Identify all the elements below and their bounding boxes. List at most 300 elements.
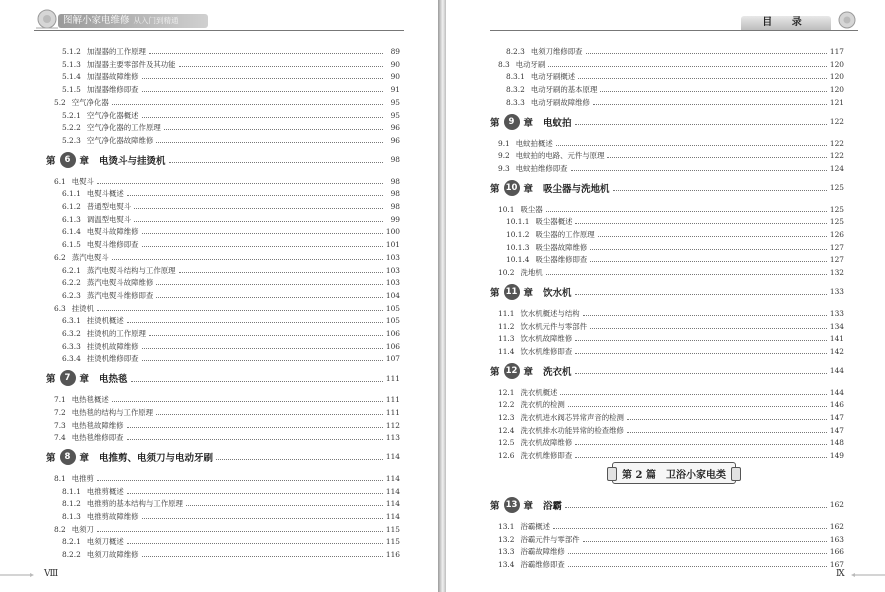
toc-section-entry[interactable] [54, 251, 400, 264]
entry-number: 6.3.1 [62, 316, 81, 326]
chapter-number-badge: 11 [504, 284, 520, 300]
leader-dots [127, 195, 383, 196]
toc-section-entry[interactable] [54, 419, 400, 432]
page-number: 106 [385, 329, 400, 338]
entry-title: 电蚊拍的电路、元件与原理 [515, 151, 605, 161]
page-number: 120 [829, 85, 844, 95]
toc-section-entry[interactable] [54, 175, 400, 188]
entry-number: 6.2.2 [62, 278, 81, 288]
chapter-number-badge: 12 [504, 363, 520, 379]
page-number: 125 [829, 183, 844, 193]
chapter-suffix: 章 [79, 374, 90, 386]
leader-dots [142, 518, 383, 519]
toc-subsection-entry[interactable] [62, 327, 400, 340]
page-number: 132 [829, 268, 844, 278]
toc-subsection-entry[interactable] [62, 83, 400, 96]
toc-section-entry[interactable] [498, 411, 844, 424]
page-number: 95 [390, 97, 400, 107]
leader-dots [590, 328, 827, 329]
entry-number: 5.1.2 [62, 47, 81, 56]
entry-number: 6.3.4 [62, 354, 81, 364]
entry-title: 吸尘器 [520, 204, 543, 214]
book-title: 图解小家电维修 [63, 15, 130, 26]
toc-subsection-entry[interactable] [62, 535, 400, 548]
leader-dots [565, 507, 827, 508]
leader-dots [578, 78, 827, 79]
chapter-title: 电热毯 [99, 374, 128, 386]
entry-number: 12.3 [498, 413, 515, 422]
entry-number: 9.2 [498, 151, 510, 161]
entry-number: 8.1.2 [62, 499, 81, 509]
entry-number: 10.1.2 [506, 230, 530, 239]
leader-dots [97, 310, 383, 311]
toc-subsection-entry[interactable] [62, 109, 400, 122]
entry-title: 电须刀故障维修 [86, 550, 139, 560]
toc-subsection-entry[interactable] [62, 497, 400, 510]
toc-subsection-entry[interactable] [506, 253, 844, 266]
entry-title: 电推剪概述 [86, 486, 124, 496]
toc-chapter-heading[interactable] [490, 113, 844, 131]
toc-subsection-entry[interactable] [506, 45, 844, 58]
leader-dots [568, 406, 827, 407]
entry-title: 挂烫机概述 [86, 316, 124, 326]
page-number: 95 [390, 110, 400, 120]
chapter-suffix: 章 [79, 155, 90, 167]
right-page [446, 0, 885, 592]
page-number: 98 [390, 202, 400, 211]
leader-dots [586, 53, 827, 54]
toc-subsection-entry[interactable] [506, 70, 844, 83]
page-number: 96 [390, 123, 400, 133]
entry-title: 浴霸概述 [520, 521, 551, 531]
toc-subsection-entry[interactable] [62, 485, 400, 498]
leader-dots [556, 145, 827, 146]
toc-subsection-entry[interactable] [62, 289, 400, 302]
toc-subsection-entry[interactable] [62, 340, 400, 353]
leader-dots [149, 335, 383, 336]
leader-dots [169, 162, 383, 163]
toc-section-entry[interactable] [498, 58, 844, 71]
footer-arrow-icon [0, 573, 34, 577]
entry-title: 挂烫机 [71, 303, 94, 313]
entry-title: 电蚊拍概述 [515, 138, 553, 148]
leader-dots [112, 401, 383, 402]
page-number: 117 [829, 47, 844, 56]
page-number: 167 [829, 559, 844, 569]
toc-subsection-entry[interactable] [506, 241, 844, 254]
page-number: 122 [829, 117, 844, 126]
toc-section-entry[interactable] [498, 203, 844, 216]
part-heading: 第 2 篇 卫浴小家电类 [612, 462, 736, 484]
page-number: 106 [385, 341, 400, 351]
toc-chapter-heading[interactable] [490, 362, 844, 380]
entry-title: 洗衣机排水功能异常的检查维修 [520, 425, 624, 435]
leader-dots [575, 444, 827, 445]
toc-section-entry[interactable] [498, 398, 844, 411]
toc-subsection-entry[interactable] [62, 238, 400, 251]
toc-subsection-entry[interactable] [506, 83, 844, 96]
entry-number: 5.2.3 [62, 135, 81, 145]
leader-dots [575, 353, 827, 354]
leader-dots [142, 556, 383, 557]
entry-number: 13.4 [498, 559, 515, 569]
toc-subsection-entry[interactable] [62, 70, 400, 83]
toc-subsection-entry[interactable] [62, 121, 400, 134]
page-number: 116 [385, 550, 400, 560]
entry-number: 10.2 [498, 268, 515, 278]
page-number: 124 [829, 163, 844, 173]
leader-dots [560, 394, 826, 395]
entry-title: 吸尘器维修即查 [535, 255, 588, 265]
page-number: 115 [385, 524, 400, 534]
entry-title: 加湿器维修即查 [86, 85, 139, 95]
entry-title: 洗衣机进水阀芯异常声音的检测 [520, 413, 624, 422]
leader-dots [149, 53, 383, 54]
toc-section-entry[interactable] [498, 266, 844, 279]
chapter-prefix: 第 [490, 183, 500, 195]
toc-section-entry[interactable] [498, 424, 844, 437]
toc-section-entry[interactable] [498, 558, 844, 571]
chapter-number-badge: 10 [504, 180, 520, 196]
toc-section-entry[interactable] [54, 472, 400, 485]
toc-section-entry[interactable] [498, 533, 844, 546]
page-number: 103 [385, 265, 400, 275]
toc-section-entry[interactable] [54, 393, 400, 406]
toc-subsection-entry[interactable] [62, 264, 400, 277]
page-number: 98 [390, 189, 400, 199]
toc-chapter-heading[interactable] [46, 151, 400, 169]
page-number: 103 [385, 252, 400, 262]
entry-number: 10.1.1 [506, 217, 530, 227]
entry-number: 5.1.4 [62, 72, 81, 82]
chapter-suffix: 章 [523, 183, 534, 195]
toc-section-entry[interactable] [498, 137, 844, 150]
leader-dots [142, 91, 383, 92]
leader-dots [575, 223, 826, 224]
page-number: 114 [385, 452, 400, 462]
page-number: 127 [829, 242, 844, 252]
entry-title: 电熨斗概述 [86, 189, 124, 199]
toc-subsection-entry[interactable] [506, 228, 844, 241]
leader-dots [216, 459, 383, 460]
leader-dots [546, 274, 827, 275]
page-number: 105 [385, 303, 400, 313]
toc-section-entry[interactable] [498, 149, 844, 162]
leader-dots [583, 541, 827, 542]
toc-section-entry[interactable] [498, 320, 844, 333]
entry-title: 挂烫机故障维修 [86, 341, 139, 351]
chapter-suffix: 章 [523, 287, 534, 299]
toc-section-entry[interactable] [498, 332, 844, 345]
entry-number: 10.1.4 [506, 255, 530, 265]
entry-number: 7.2 [54, 407, 66, 417]
page-number: 111 [385, 395, 400, 405]
entry-number: 11.4 [498, 346, 515, 356]
chapter-suffix: 章 [523, 366, 534, 378]
entry-number: 8.2.1 [62, 537, 81, 547]
entry-title: 吸尘器概述 [535, 217, 573, 227]
chapter-number-badge: 13 [504, 497, 520, 513]
entry-number: 8.3.1 [506, 72, 525, 82]
page-number: 148 [829, 438, 844, 448]
leader-dots [156, 142, 383, 143]
leader-dots [575, 124, 827, 125]
entry-title: 电熨斗 [71, 176, 94, 186]
page-number: 142 [829, 346, 844, 356]
page-number: 105 [385, 316, 400, 326]
leader-dots [142, 117, 383, 118]
toc-section-entry[interactable] [498, 162, 844, 175]
page-number: 96 [390, 135, 400, 145]
leader-dots [112, 259, 383, 260]
entry-title: 电须刀维修即查 [530, 47, 583, 56]
entry-number: 8.1 [54, 473, 66, 483]
entry-number: 12.1 [498, 387, 515, 397]
toc-subsection-entry[interactable] [62, 314, 400, 327]
entry-title: 洗衣机故障维修 [520, 438, 573, 448]
leader-dots [590, 249, 827, 250]
page-number: 134 [829, 321, 844, 331]
leader-dots [134, 221, 383, 222]
page-number: 111 [385, 373, 400, 383]
toc-chapter-heading[interactable] [46, 369, 400, 387]
toc-section-entry[interactable] [498, 520, 844, 533]
page-number: 122 [829, 151, 844, 161]
page-number: 98 [390, 155, 400, 165]
leader-dots [568, 553, 827, 554]
entry-number: 8.1.1 [62, 486, 81, 496]
leader-dots [156, 284, 383, 285]
entry-title: 电热毯概述 [71, 395, 109, 405]
toc-chapter-heading[interactable] [490, 283, 844, 301]
leader-dots [142, 78, 383, 79]
entry-title: 挂烫机维修即查 [86, 354, 139, 364]
entry-title: 电热毯的结构与工作原理 [71, 407, 154, 417]
entry-title: 浴霸维修即查 [520, 559, 565, 569]
entry-title: 洗衣机的检测 [520, 400, 565, 410]
leader-dots [134, 208, 383, 209]
toc-subsection-entry[interactable] [62, 187, 400, 200]
entry-title: 空气净化器故障维修 [86, 135, 154, 145]
leader-dots [127, 322, 383, 323]
entry-number: 5.2 [54, 97, 66, 107]
entry-title: 蒸汽电熨斗故障维修 [86, 278, 154, 288]
chapter-suffix: 章 [523, 500, 534, 512]
page-number: 100 [385, 227, 400, 237]
page-number: 89 [390, 47, 400, 56]
entry-number: 6.2 [54, 252, 66, 262]
leader-dots [127, 493, 383, 494]
entry-number: 6.1.4 [62, 227, 81, 237]
left-page [0, 0, 438, 592]
chapter-title: 浴霸 [543, 500, 563, 512]
book-title-banner [58, 14, 208, 28]
entry-number: 7.3 [54, 420, 66, 430]
toc-subsection-entry[interactable] [62, 45, 400, 58]
page-number: 162 [829, 500, 844, 510]
right-page-number: Ⅸ [836, 569, 845, 579]
toc-chapter-heading[interactable] [46, 448, 400, 466]
entry-title: 洗衣机概述 [520, 387, 558, 397]
page-number: 141 [829, 334, 844, 344]
page-number: 147 [829, 413, 844, 422]
page-number: 104 [385, 290, 400, 300]
toc-subsection-entry[interactable] [62, 548, 400, 561]
page-number: 115 [385, 537, 400, 547]
page-number: 162 [829, 521, 844, 531]
page-number: 163 [829, 534, 844, 544]
toc-chapter-heading[interactable] [490, 496, 844, 514]
entry-number: 12.2 [498, 400, 515, 410]
toc-subsection-entry[interactable] [506, 215, 844, 228]
chapter-prefix: 第 [490, 287, 500, 299]
book-subtitle: 从入门到精通 [133, 16, 179, 25]
leader-dots [142, 348, 383, 349]
chapter-prefix: 第 [46, 374, 56, 386]
left-page-number: Ⅷ [44, 569, 59, 579]
toc-chapter-heading[interactable] [490, 179, 844, 197]
entry-number: 6.1.3 [62, 214, 81, 224]
leader-dots [548, 66, 827, 67]
leader-dots [127, 543, 383, 544]
page-number: 114 [385, 486, 400, 496]
entry-title: 浴霸元件与零部件 [520, 534, 580, 544]
page-number: 98 [390, 176, 400, 186]
entry-title: 蒸汽电熨斗 [71, 252, 109, 262]
leader-dots [179, 66, 383, 67]
entry-title: 电动牙刷故障维修 [530, 97, 590, 107]
chapter-title: 吸尘器与洗地机 [543, 183, 610, 195]
leader-dots [127, 427, 383, 428]
page-number: 99 [390, 214, 400, 224]
entry-title: 浴霸故障维修 [520, 547, 565, 557]
entry-number: 6.1.5 [62, 240, 81, 250]
toc-section-entry[interactable] [498, 386, 844, 399]
toc-subsection-entry[interactable] [506, 96, 844, 109]
page-number: 112 [385, 420, 400, 430]
entry-number: 5.2.1 [62, 110, 81, 120]
leader-dots [97, 480, 383, 481]
entry-number: 8.3.3 [506, 97, 525, 107]
leader-dots [553, 528, 827, 529]
entry-number: 8.2 [54, 524, 66, 534]
entry-title: 电热毯故障维修 [71, 420, 124, 430]
entry-number: 10.1 [498, 204, 515, 214]
entry-title: 蒸汽电熨斗维修即查 [86, 290, 154, 300]
toc-subsection-entry[interactable] [62, 352, 400, 365]
entry-title: 洗地机 [520, 268, 543, 278]
contents-header-tab: 目 录 [741, 16, 831, 30]
entry-number: 6.2.3 [62, 290, 81, 300]
leader-dots [97, 531, 383, 532]
chapter-prefix: 第 [46, 155, 56, 167]
leader-dots [186, 505, 383, 506]
page-number: 91 [390, 85, 400, 95]
entry-title: 电动牙刷 [515, 59, 546, 69]
leader-dots [112, 104, 383, 105]
entry-title: 普通型电熨斗 [86, 202, 132, 211]
right-running-header [741, 12, 859, 30]
toc-section-entry[interactable] [498, 307, 844, 320]
leader-dots [583, 315, 827, 316]
leader-dots [593, 104, 827, 105]
chapter-number-badge: 6 [60, 152, 76, 168]
page-number: 125 [829, 204, 844, 214]
leader-dots [590, 261, 827, 262]
toc-section-entry[interactable] [498, 436, 844, 449]
entry-number: 8.2.3 [506, 47, 525, 56]
entry-title: 饮水机元件与零部件 [520, 321, 587, 331]
toc-section-entry[interactable] [54, 302, 400, 315]
leader-dots [568, 566, 827, 567]
entry-number: 13.1 [498, 521, 515, 531]
entry-number: 12.4 [498, 425, 515, 435]
entry-title: 加湿器故障维修 [86, 72, 139, 82]
leader-dots [627, 432, 827, 433]
entry-title: 调温型电熨斗 [86, 214, 132, 224]
page-number: 133 [829, 287, 844, 297]
entry-title: 空气净化器概述 [86, 110, 139, 120]
entry-number: 5.2.2 [62, 123, 81, 133]
entry-title: 蒸汽电熨斗结构与工作原理 [86, 265, 176, 275]
toc-subsection-entry[interactable] [62, 58, 400, 71]
chapter-number-badge: 9 [504, 114, 520, 130]
chapter-number-badge: 8 [60, 449, 76, 465]
chapter-prefix: 第 [46, 452, 56, 464]
toc-subsection-entry[interactable] [62, 213, 400, 226]
toc-section-entry[interactable] [54, 96, 400, 109]
toc-section-entry[interactable] [54, 406, 400, 419]
page-number: 120 [829, 72, 844, 82]
leader-dots [164, 129, 383, 130]
toc-section-entry[interactable] [498, 345, 844, 358]
entry-number: 6.1 [54, 176, 66, 186]
entry-title: 电推剪 [71, 473, 94, 483]
chapter-title: 电烫斗与挂烫机 [99, 155, 166, 167]
toc-section-entry[interactable] [498, 545, 844, 558]
toc-subsection-entry[interactable] [62, 200, 400, 213]
toc-subsection-entry[interactable] [62, 510, 400, 523]
entry-number: 6.3 [54, 303, 66, 313]
entry-number: 11.3 [498, 334, 515, 344]
toc-subsection-entry[interactable] [62, 134, 400, 147]
entry-number: 12.5 [498, 438, 515, 448]
entry-title: 加湿器主要零部件及其功能 [86, 59, 176, 69]
entry-title: 加湿器的工作原理 [86, 47, 146, 56]
page-number: 114 [385, 473, 400, 483]
entry-title: 电动牙刷的基本原理 [530, 85, 598, 95]
entry-number: 8.2.2 [62, 550, 81, 560]
leader-dots [142, 233, 383, 234]
toc-section-entry[interactable] [498, 449, 844, 462]
page-number: 114 [385, 512, 400, 521]
page-number: 122 [829, 138, 844, 148]
page-number: 149 [829, 451, 844, 461]
leader-dots [156, 414, 383, 415]
entry-number: 7.4 [54, 433, 66, 443]
toc-section-entry[interactable] [54, 523, 400, 536]
entry-number: 6.2.1 [62, 265, 81, 275]
entry-title: 挂烫机的工作原理 [86, 329, 146, 338]
entry-title: 吸尘器的工作原理 [535, 230, 595, 239]
toc-subsection-entry[interactable] [62, 276, 400, 289]
toc-subsection-entry[interactable] [62, 225, 400, 238]
page-number: 103 [385, 278, 400, 288]
toc-section-entry[interactable] [54, 431, 400, 444]
page-number: 90 [390, 72, 400, 82]
header-rule [34, 30, 404, 31]
entry-title: 饮水机维修即查 [520, 346, 573, 356]
